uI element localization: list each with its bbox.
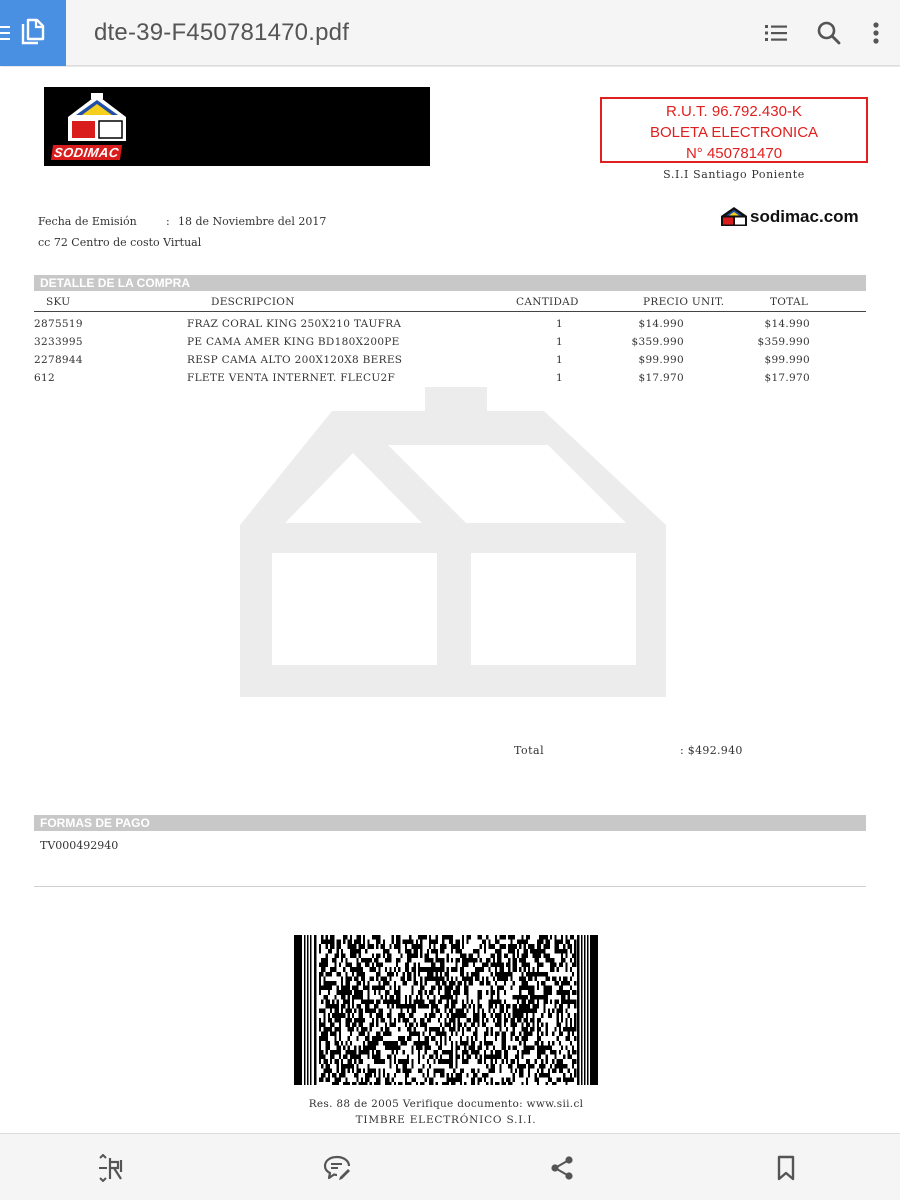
document-page [0, 67, 900, 1133]
house-watermark-icon [240, 385, 666, 697]
document-number-label: N° 450781470 [685, 145, 783, 162]
row-sku: 3233995 [34, 336, 83, 348]
column-header-total: TOTAL [770, 296, 809, 308]
row-sku: 2278944 [34, 354, 83, 366]
row-total: $359.990 [757, 336, 810, 348]
menu-icon [0, 24, 12, 42]
row-cantidad: 1 [556, 354, 563, 366]
fecha-label: Fecha de Emisión [38, 215, 137, 228]
row-cantidad: 1 [556, 318, 563, 330]
timbre-electronico-text: TIMBRE ELECTRÓNICO S.I.I. [355, 1114, 537, 1126]
document-filename: dte-39-F450781470.pdf [94, 19, 350, 46]
formas-pago-title: FORMAS DE PAGO [40, 816, 150, 830]
rut-label: R.U.T. 96.792.430-K [666, 103, 802, 120]
column-header-descripcion: DESCRIPCION [211, 296, 295, 308]
timbre-barcode [294, 935, 598, 1085]
forma-pago-value: TV000492940 [40, 839, 119, 852]
more-vert-icon[interactable] [862, 19, 890, 47]
column-header-cantidad: CANTIDAD [516, 296, 579, 308]
row-descripcion: FLETE VENTA INTERNET. FLECU2F [187, 372, 396, 384]
fecha-separator: : [166, 215, 170, 228]
row-cantidad: 1 [556, 372, 563, 384]
reflow-icon[interactable] [97, 1154, 125, 1182]
document-type-label: BOLETA ELECTRONICA [649, 124, 819, 141]
comment-icon[interactable] [323, 1154, 351, 1182]
fecha-value: 18 de Noviembre del 2017 [178, 215, 327, 228]
row-precio: $99.990 [638, 354, 684, 366]
document-id-box [600, 97, 868, 163]
row-descripcion: FRAZ CORAL KING 250X210 TAUFRA [187, 318, 402, 330]
table-header-divider [34, 311, 866, 312]
document-menu-button[interactable] [0, 0, 66, 66]
total-value: : $492.940 [680, 744, 743, 757]
res-verification-text: Res. 88 de 2005 Verifique documento: www.sii.cl [308, 1098, 584, 1110]
sodimac-logo [44, 87, 430, 166]
row-descripcion: RESP CAMA ALTO 200X120X8 BERES [187, 354, 403, 366]
small-house-icon [720, 206, 748, 226]
sodimac-com-logo [720, 206, 860, 228]
search-icon[interactable] [815, 19, 843, 47]
row-precio: $359.990 [631, 336, 684, 348]
centro-costo: cc 72 Centro de costo Virtual [38, 236, 202, 249]
detalle-section-title: DETALLE DE LA COMPRA [40, 276, 190, 290]
share-icon[interactable] [548, 1154, 576, 1182]
list-icon[interactable] [762, 19, 790, 47]
row-total: $99.990 [764, 354, 810, 366]
total-label: Total [514, 744, 545, 757]
bookmark-icon[interactable] [772, 1154, 800, 1182]
row-precio: $14.990 [638, 318, 684, 330]
top-app-bar [0, 0, 900, 66]
row-total: $17.970 [764, 372, 810, 384]
row-cantidad: 1 [556, 336, 563, 348]
row-descripcion: PE CAMA AMER KING BD180X200PE [187, 336, 400, 348]
house-logo-icon [64, 93, 130, 147]
file-copy-icon [20, 18, 46, 46]
formas-pago-section-header [34, 815, 866, 831]
sodimac-com-text: sodimac.com [750, 207, 859, 226]
row-sku: 612 [34, 372, 55, 384]
row-total: $14.990 [764, 318, 810, 330]
sodimac-logo-text: SODIMAC [52, 145, 120, 160]
sii-office: S.I.I Santiago Poniente [663, 168, 805, 181]
row-precio: $17.970 [638, 372, 684, 384]
bottom-toolbar [0, 1133, 900, 1200]
detalle-section-header [34, 275, 866, 291]
section-divider [34, 886, 866, 887]
row-sku: 2875519 [34, 318, 83, 330]
column-header-sku: SKU [46, 296, 71, 308]
column-header-precio: PRECIO UNIT. [643, 296, 725, 308]
